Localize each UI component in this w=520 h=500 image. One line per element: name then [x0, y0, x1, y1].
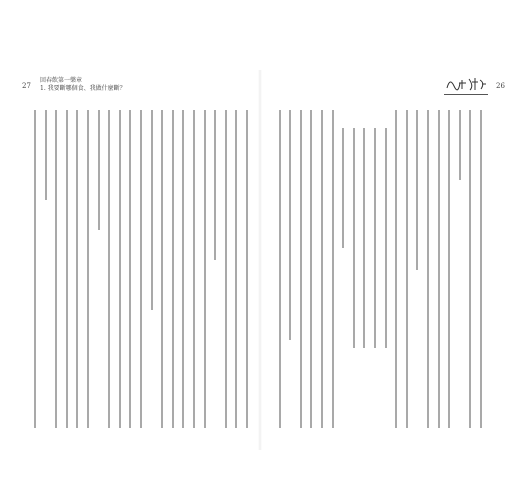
text-column [140, 110, 142, 428]
text-column [98, 110, 100, 230]
text-column [395, 110, 397, 428]
text-column [119, 110, 121, 428]
text-column [332, 110, 334, 428]
text-column [279, 110, 281, 428]
text-column [342, 128, 344, 248]
text-column [385, 128, 387, 348]
text-column [55, 110, 57, 428]
text-column [480, 110, 482, 428]
text-column [45, 110, 47, 200]
text-column [321, 110, 323, 428]
text-column [363, 128, 365, 348]
text-column [353, 128, 355, 348]
text-column [204, 110, 206, 428]
text-column [225, 110, 227, 428]
text-column [151, 110, 153, 310]
text-column [416, 110, 418, 270]
text-column [66, 110, 68, 428]
text-column [374, 128, 376, 348]
text-column [469, 110, 471, 428]
text-column [438, 110, 440, 428]
text-column [214, 110, 216, 260]
running-head [40, 77, 126, 93]
text-column [235, 110, 237, 428]
text-column [161, 110, 163, 428]
text-column [76, 110, 78, 428]
running-head-line-1: 回春飲第一樂章 [40, 77, 83, 84]
text-column [87, 110, 89, 428]
right-page-number: 26 [496, 82, 505, 90]
text-column [459, 110, 461, 180]
text-column [129, 110, 131, 428]
text-column [172, 110, 174, 428]
text-column [310, 110, 312, 428]
text-column [246, 110, 248, 428]
right-page [260, 0, 520, 500]
text-column [448, 110, 450, 428]
text-column [193, 110, 195, 428]
text-column [289, 110, 291, 340]
right-body-text [270, 110, 495, 440]
left-page-number: 27 [22, 82, 31, 90]
text-column [182, 110, 184, 428]
text-column [406, 110, 408, 428]
text-column [34, 110, 36, 428]
text-column [300, 110, 302, 428]
left-body-text [30, 110, 255, 440]
text-column [427, 110, 429, 428]
running-head-line-2: 1. 我要斷哪個食、我做什麼斷？ [40, 85, 126, 92]
logo-handwritten-icon [444, 74, 488, 95]
text-column [108, 110, 110, 428]
